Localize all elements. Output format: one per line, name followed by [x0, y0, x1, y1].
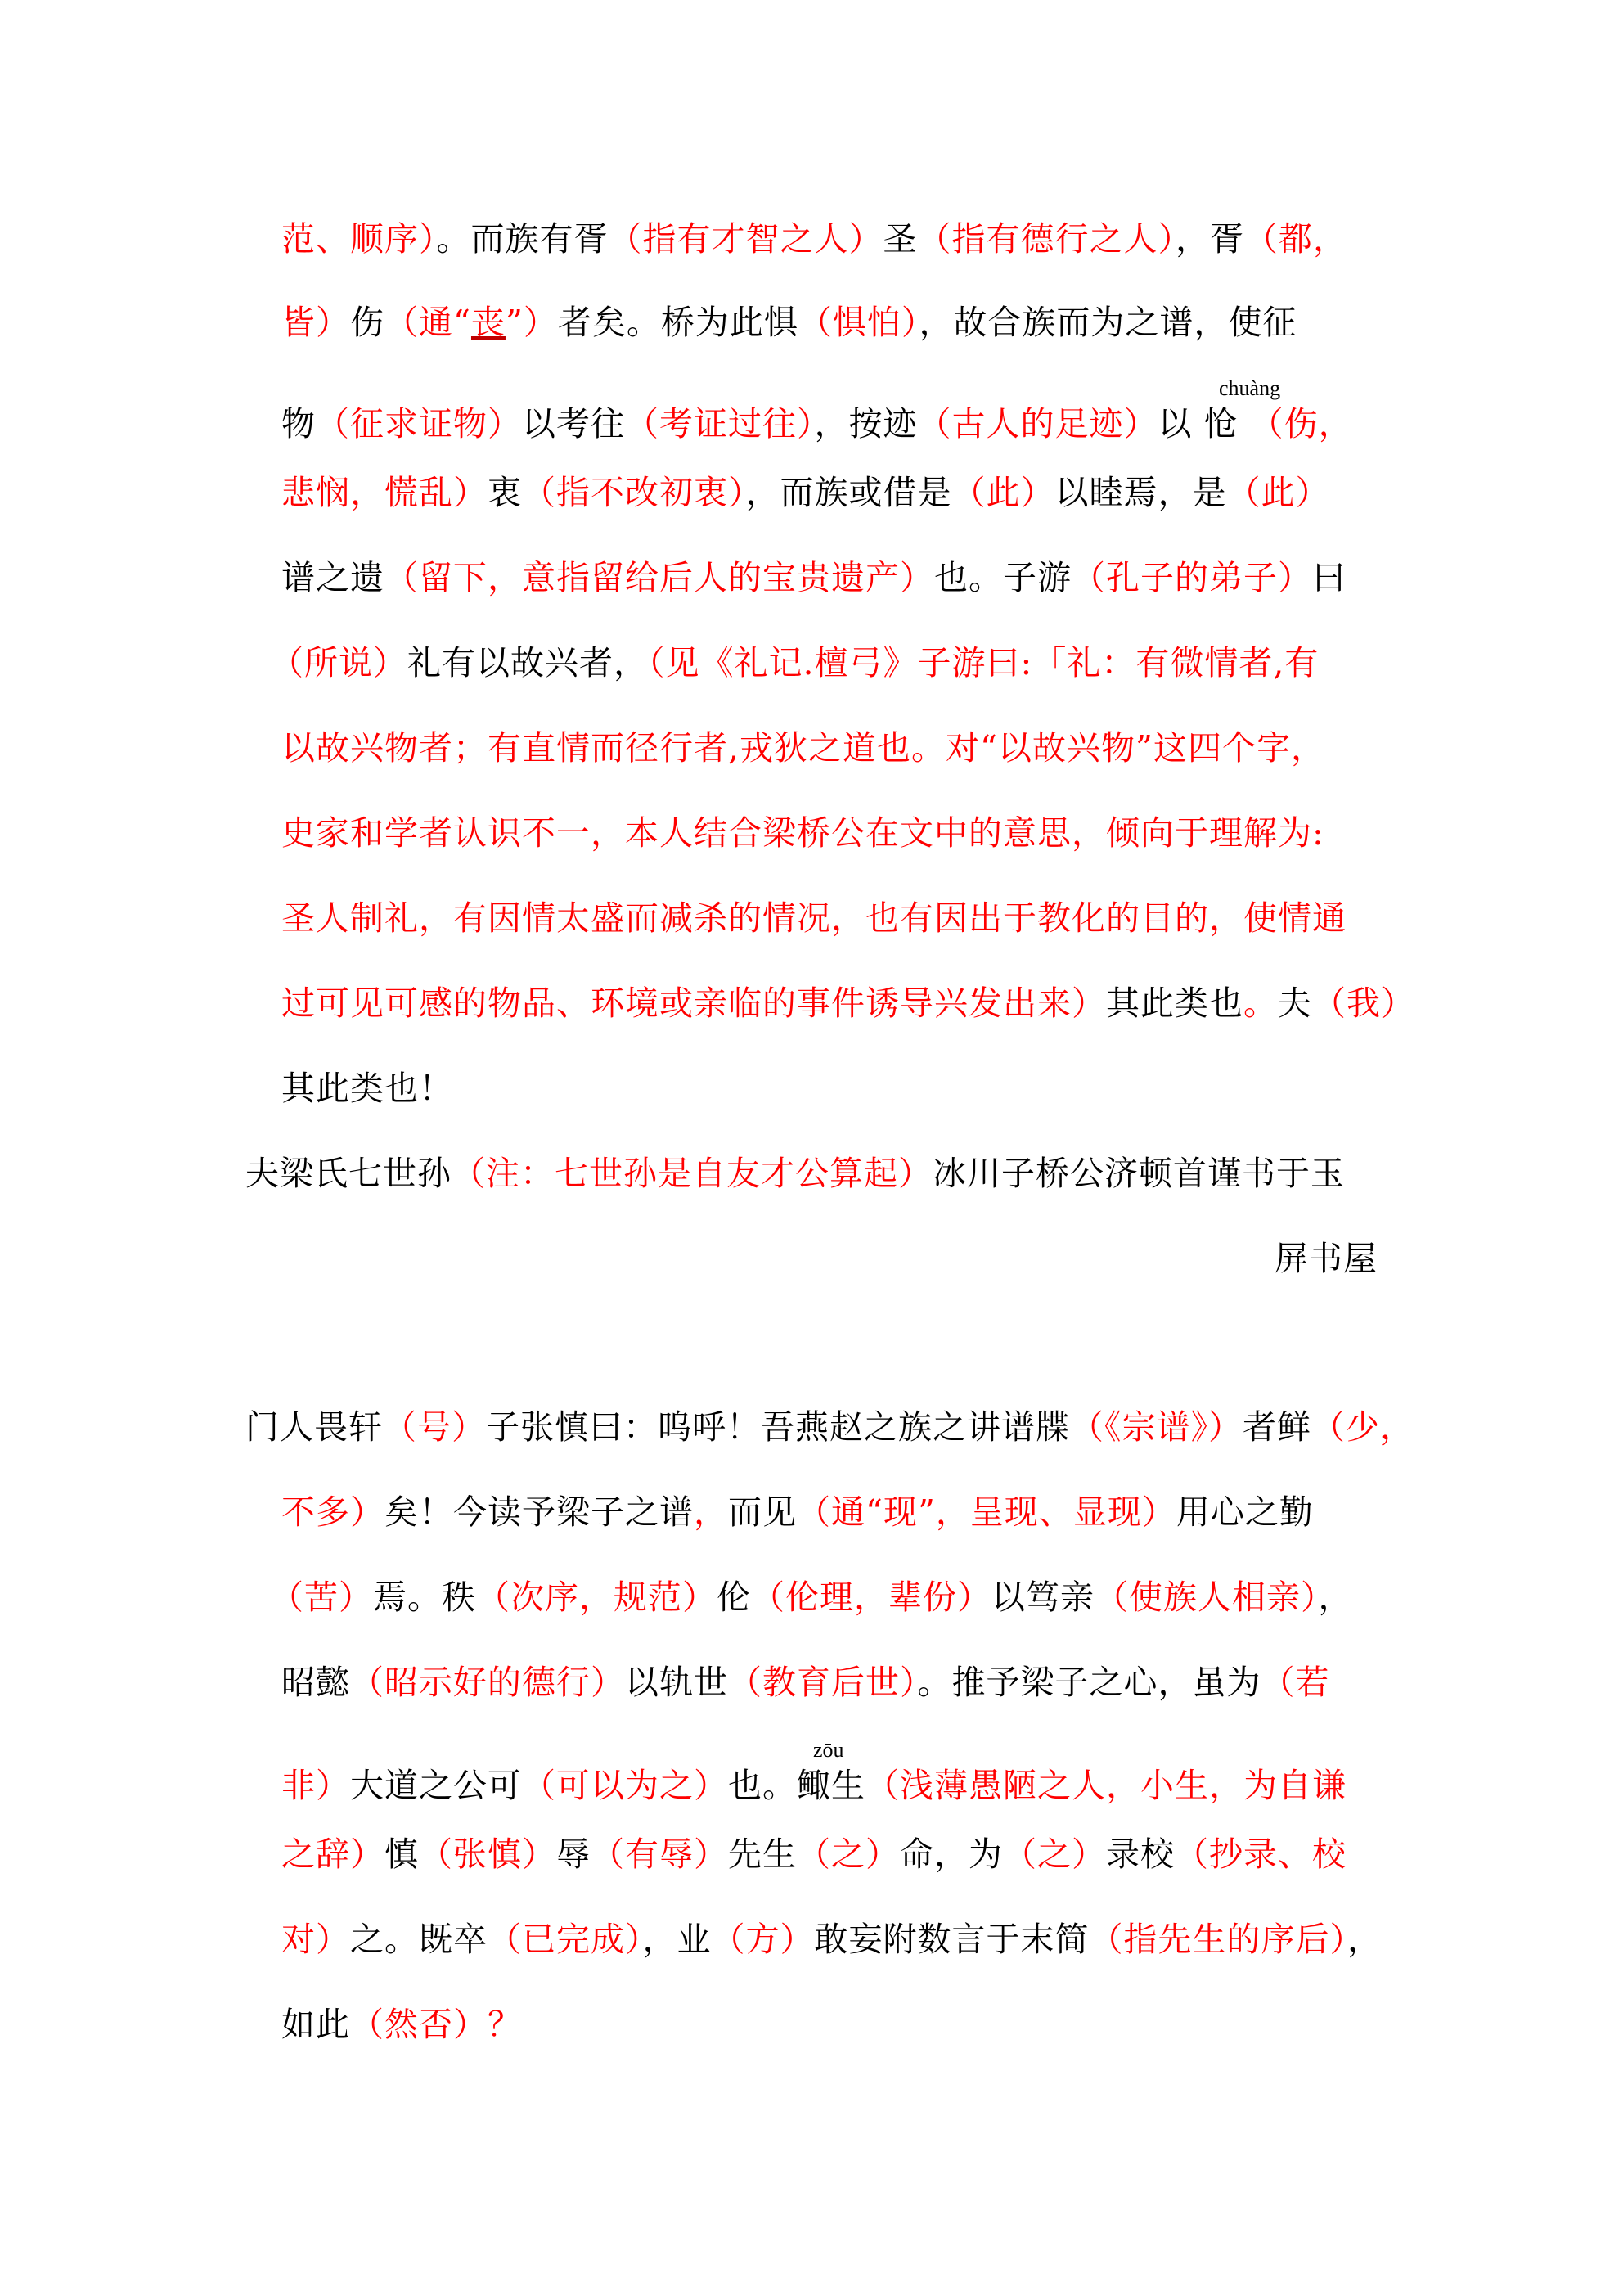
text-line: [281, 1761, 1347, 1810]
original-text: 而见: [728, 1492, 797, 1532]
annotation-text: ，: [694, 1492, 728, 1532]
original-text: 如此: [281, 2005, 350, 2044]
annotation-text: 非）: [281, 1766, 350, 1805]
annotation-text: （指不改初衷）: [522, 473, 746, 512]
text-line: [281, 723, 1325, 772]
annotation-text: （之）: [797, 1835, 900, 1874]
text-line: [270, 638, 1319, 687]
annotation-text: （然否）？: [350, 2005, 522, 2044]
annotation-text: 过可见可感的物品、环境或亲临的事件诱导兴发出来）: [281, 984, 1106, 1023]
text-line: [281, 808, 1324, 858]
annotation-text: 范、顺序）: [281, 219, 437, 259]
original-text: 以睦焉，是: [1054, 473, 1227, 512]
annotation-text: （见《礼记.檀弓》子游曰:「礼：有微情者,有: [648, 643, 1320, 682]
original-text: 焉。秩: [373, 1578, 476, 1617]
annotation-text: （若: [1261, 1663, 1330, 1702]
original-text: 昭懿: [281, 1663, 350, 1702]
annotation-text: （教育后世）: [728, 1663, 918, 1702]
text-line: [281, 1830, 1347, 1879]
annotation-text: 之辞）: [281, 1835, 384, 1874]
annotation-text: （少，: [1311, 1407, 1414, 1447]
pinyin-annotation: chuàng: [1219, 376, 1281, 400]
original-text: 以考往: [522, 404, 625, 443]
original-text: 谱之遗: [281, 558, 384, 597]
original-text: 衷: [488, 473, 522, 512]
original-text: 命，为: [900, 1835, 1003, 1874]
original-text: 以 怆: [1158, 404, 1250, 443]
original-text: 伤: [350, 303, 384, 342]
text-line: [281, 1488, 1314, 1537]
text-line: [281, 894, 1347, 943]
annotation-text: （指有德行之人）: [917, 219, 1176, 259]
original-text: 礼有以故兴者，: [407, 643, 648, 682]
original-text: ，按迹: [814, 404, 918, 443]
text-line: [281, 468, 1330, 517]
text-line: [281, 2000, 522, 2049]
annotation-text: 。: [1243, 984, 1278, 1023]
annotation-text: 史家和学者认识不一，本人结合梁桥公在文中的意思，倾向于理解为:: [281, 813, 1324, 853]
annotation-text: （古人的足迹）: [917, 404, 1158, 443]
original-text: 也。子游: [934, 558, 1072, 597]
annotation-text: （有辱）: [591, 1835, 728, 1874]
annotation-text: （之）: [1003, 1835, 1106, 1874]
original-text: ，: [1318, 1578, 1353, 1617]
original-text: 冰川子桥公济顿首谨书于玉: [933, 1154, 1345, 1193]
original-text: 门人畏轩: [245, 1407, 383, 1447]
annotation-text: 对）: [281, 1920, 350, 1959]
original-text: 屏书屋: [1275, 1239, 1378, 1278]
annotation-text: （号）: [383, 1407, 486, 1447]
text-line: [281, 399, 1353, 448]
signature-line: [245, 1149, 1345, 1198]
annotation-text: （孔子的弟子）: [1072, 558, 1312, 597]
original-text: 夫梁氏七世孙: [245, 1154, 452, 1193]
text-line: [270, 1573, 1353, 1622]
original-text: 。而族有胥: [436, 219, 609, 259]
original-text: 先生: [728, 1835, 797, 1874]
annotation-text: （此）: [1226, 473, 1330, 512]
annotation-text: （都，: [1244, 219, 1347, 259]
original-text: 辱: [556, 1835, 591, 1874]
original-text: 之。既卒: [350, 1920, 488, 1959]
original-text: 用心之勤: [1176, 1492, 1314, 1532]
annotation-text: （留下，意指留给后人的宝贵遗产）: [384, 558, 934, 597]
annotation-text: 不多）: [281, 1492, 384, 1532]
signature-place: [1275, 1234, 1378, 1283]
pinyin-annotation: zōu: [813, 1738, 844, 1762]
original-text: 伦: [717, 1578, 751, 1617]
original-text: 矣！今读予梁子之谱: [384, 1492, 694, 1532]
annotation-text: 以故兴物者；有直情而径行者,戎狄之道也。对“以故兴物”这四个字，: [281, 728, 1325, 768]
original-text: ，故合族而为之谱，使征: [919, 303, 1297, 342]
original-text: 以笃亲: [991, 1578, 1095, 1617]
annotation-text: （伤，: [1249, 404, 1353, 443]
original-text: 。推予梁子之心，虽为: [917, 1663, 1261, 1702]
text-line: [281, 979, 1415, 1028]
text-line: [281, 1064, 453, 1113]
annotation-text: 皆）: [281, 303, 350, 342]
annotation-text: （《宗谱》）: [1070, 1407, 1243, 1447]
annotation-text: ”）: [505, 303, 558, 342]
text-line: [281, 553, 1347, 602]
original-text: 者矣。桥为此惧: [557, 303, 798, 342]
annotation-text: 悲悯，慌乱）: [281, 473, 488, 512]
original-text: ，: [1347, 1920, 1382, 1959]
original-text: 其此类也！: [281, 1069, 453, 1108]
annotation-text: （注：七世孙是自友才公算起）: [452, 1154, 933, 1193]
original-text: ，而族或借是: [745, 473, 952, 512]
annotation-text: （伦理，辈份）: [751, 1578, 991, 1617]
annotation-text: （指有才智之人）: [608, 219, 883, 259]
annotation-text: （指先生的序后）: [1089, 1920, 1347, 1959]
annotation-text: （次序，规范）: [476, 1578, 717, 1617]
original-text: 圣: [883, 219, 918, 259]
annotation-text: （我）: [1312, 984, 1415, 1023]
original-text: 物: [281, 404, 316, 443]
original-text: 其此类也: [1106, 984, 1243, 1023]
annotation-text: （通“现”，呈现、显现）: [797, 1492, 1176, 1532]
original-text: 子张慎曰：呜呼！吾燕赵之族之讲谱牒: [486, 1407, 1070, 1447]
annotation-text: （惧怕）: [798, 303, 919, 342]
text-line: [281, 214, 1347, 263]
text-line: [281, 1915, 1382, 1964]
original-text: 大道之公可: [350, 1766, 522, 1805]
annotation-text: （昭示好的德行）: [350, 1663, 625, 1702]
original-text: 曰: [1312, 558, 1347, 597]
annotation-text: （征求证物）: [316, 404, 522, 443]
annotation-text: （方）: [711, 1920, 815, 1959]
original-text: 录校: [1106, 1835, 1175, 1874]
text-line: [245, 1402, 1414, 1452]
annotation-text: （浅薄愚陋之人，小生，为自谦: [865, 1766, 1347, 1805]
annotation-text: （可以为之）: [522, 1766, 728, 1805]
annotation-text: 丧: [470, 303, 506, 342]
annotation-text: （抄录、校: [1175, 1835, 1347, 1874]
annotation-text: （苦）: [270, 1578, 373, 1617]
annotation-text: （所说）: [270, 643, 407, 682]
annotation-text: （通“: [384, 303, 471, 342]
text-line: [281, 298, 1297, 347]
annotation-text: （考证过往）: [625, 404, 815, 443]
original-text: 者鲜: [1243, 1407, 1311, 1447]
annotation-text: （张慎）: [419, 1835, 556, 1874]
annotation-text: （已完成）: [488, 1920, 643, 1959]
original-text: ，业: [642, 1920, 712, 1959]
original-text: 夫: [1278, 984, 1312, 1023]
annotation-text: （使族人相亲）: [1095, 1578, 1319, 1617]
original-text: 也。鲰生: [728, 1766, 865, 1805]
original-text: 慎: [384, 1835, 419, 1874]
original-text: 敢妄附数言于末简: [814, 1920, 1090, 1959]
original-text: 以轨世: [625, 1663, 728, 1702]
annotation-text: （此）: [951, 473, 1055, 512]
annotation-text: 圣人制礼，有因情太盛而减杀的情况，也有因出于教化的目的，使情通: [281, 898, 1347, 938]
text-line: [281, 1658, 1330, 1707]
original-text: ，胥: [1176, 219, 1244, 259]
